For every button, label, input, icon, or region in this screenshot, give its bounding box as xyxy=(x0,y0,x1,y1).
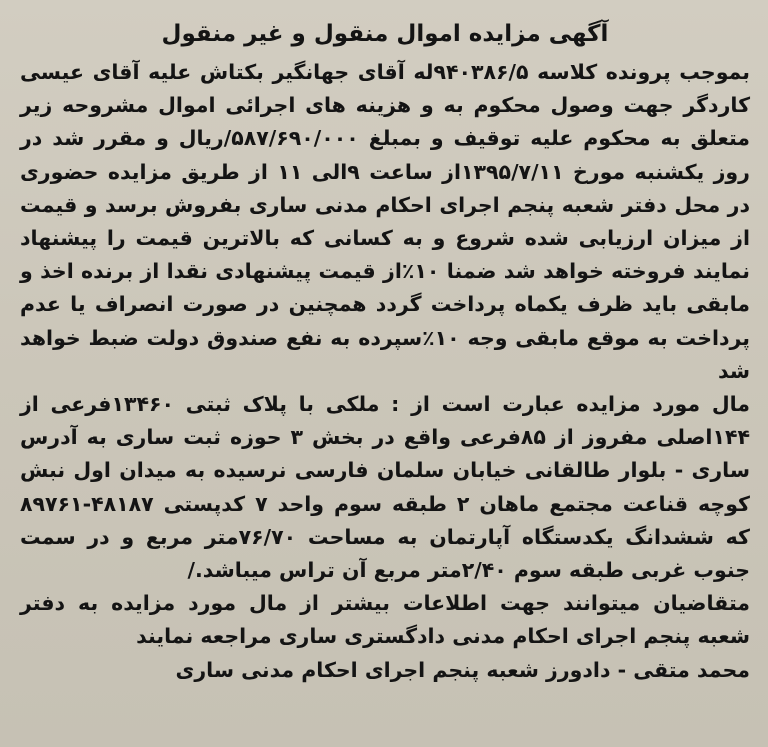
notice-title: آگهی مزایده اموال منقول و غیر منقول xyxy=(161,21,609,47)
notice-paragraph-property: مال مورد مزایده عبارت است از : ملکی با پلاک ثبتی ۱۳۴۶۰فرعی از ۱۴۴اصلی مفروز از ۸۵فرعی واقع در بخش ۳ حوزه ثبت ساری به آدرس ساری - بلوار طالقانی خیابان سلمان فارسی نرسیده به میدان اول نبش کوچه قناعت مجتمع ماهان ۲ طبقه سوم واحد ۷ کدپستی ۴۸۱۸۷-۸۹۷۶۱ که ششدانگ یکدستگاه آپارتمان به مساحت ۷۶/۷۰متر مربع و در سمت جنوب غربی طبقه سوم ۲/۴۰متر مربع آن تراس میباشد./ xyxy=(20,392,750,583)
notice-paragraph-case: بموجب پرونده کلاسه ۹۴۰۳۸۶/۵له آقای جهانگیر بکتاش علیه آقای عیسی کاردگر جهت وصول محکوم به و هزینه های اجرائی اموال مشروحه زیر متعلق به محکوم علیه توقیف و بمبلغ ۵۸۷/۶۹۰/۰۰۰/ریال و مقرر شد در روز یکشنبه مورخ ۱۳۹۵/۷/۱۱از ساعت ۹الی ۱۱ از طریق مزایده حضوری در محل دفتر شعبه پنجم اجرای احکام مدنی ساری بفروش برسد و قیمت از میزان ارزیابی شده شروع و به کسانی که بالاترین قیمت را پیشنهاد نمایند فروخته خواهد شد ضمنا ۱۰٪از قیمت پیشنهادی نقدا از برنده اخذ و مابقی باید ظرف یکماه پرداخت گردد همچنین در صورت انصراف یا عدم پرداخت به موقع مابقی وجه ۱۰٪سپرده به نفع صندوق دولت ضبط خواهد شد xyxy=(20,60,751,383)
notice-paragraph-contact: متقاضیان میتوانند جهت اطلاعات بیشتر از مال مورد مزایده به دفتر شعبه پنجم اجرای احکام مدنی دادگستری ساری مراجعه نمایند xyxy=(20,591,750,649)
notice-signature: محمد متقی - دادورز شعبه پنجم اجرای احکام مدنی ساری xyxy=(175,657,750,682)
